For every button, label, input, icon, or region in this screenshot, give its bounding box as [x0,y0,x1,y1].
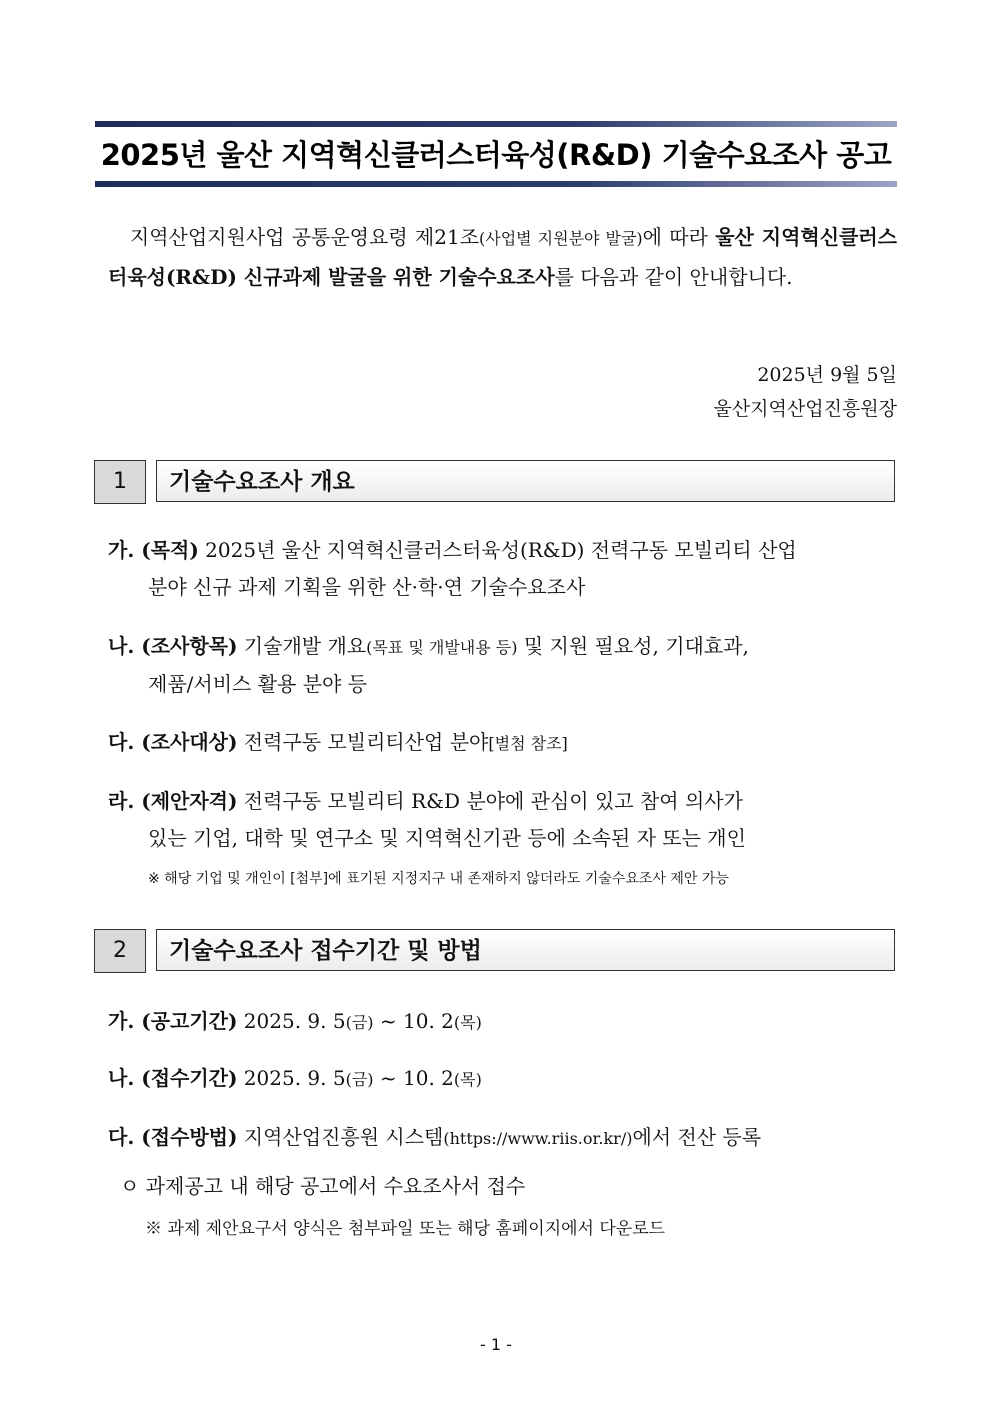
section-2-title: 기술수요조사 접수기간 및 방법 [156,929,895,971]
section-1-note: ※ 해당 기업 및 개인이 [첨부]에 표기된 지정지구 내 존재하지 않더라도 기술수요조사 제안 가능 [148,871,729,887]
item-text-2: 및 지원 필요성, 기대효과, [517,634,749,658]
item-text-small: (https://www.riis.or.kr/) [443,1129,633,1148]
item-label: 나. (접수기간) [108,1066,238,1090]
item-label: 나. (조사항목) [108,634,238,658]
intro-text-bold: 울산 지역혁신클러스터육성(R&D) 신규과제 발굴을 위한 기술수요조사 [108,225,897,289]
item-text: 전력구동 모빌리티산업 분야 [237,730,489,754]
section-2-item-3 [108,1119,897,1157]
item-label: 다. (조사대상) [108,730,238,754]
section-2-item-1 [108,1003,897,1041]
section-1-header [94,460,897,504]
item-text: 기술개발 개요 [237,634,367,658]
item-text-2: ~ 10. 2 [373,1066,454,1090]
section-1-title: 기술수요조사 개요 [156,460,895,502]
intro-text-2: 에 따라 [642,225,716,249]
intro-text-1: 지역산업지원사업 공통운영요령 제21조 [129,225,480,249]
item-text-small-2: (목) [453,1013,482,1032]
item-label: 가. (목적) [108,538,199,562]
item-label: 다. (접수방법) [108,1125,238,1149]
section-1-item-4 [108,783,897,857]
section-1-item-3 [108,724,897,762]
section-1-item-1 [108,532,897,606]
intro-paragraph [108,218,897,296]
section-2-note: ※ 과제 제안요구서 양식은 첨부파일 또는 해당 홈페이지에서 다운로드 [145,1219,666,1239]
item-text: 2025. 9. 5 [237,1066,346,1090]
page-number: - 1 - [480,1335,512,1354]
item-text-small: (금) [345,1013,374,1032]
title-bar-bottom [95,181,897,187]
section-2-bullet: ㅇ 과제공고 내 해당 공고에서 수요조사서 접수 [120,1174,526,1198]
item-continuation: 있는 기업, 대학 및 연구소 및 지역혁신기관 등에 소속된 자 또는 개인 [148,826,746,850]
item-label: 라. (제안자격) [108,789,238,813]
item-text-small: (목표 및 개발내용 등) [366,638,518,657]
item-text-small-2: (목) [453,1070,482,1089]
issue-date: 2025년 9월 5일 [757,364,897,386]
item-text: 2025년 울산 지역혁신클러스터육성(R&D) 전력구동 모빌리티 산업 [198,538,797,562]
item-text-small: (금) [345,1070,374,1089]
item-continuation: 분야 신규 과제 기획을 위한 산·학·연 기술수요조사 [148,575,586,599]
item-label: 가. (공고기간) [108,1009,238,1033]
title-block [95,121,897,187]
section-2-number: 2 [94,929,146,973]
title-bar-top [95,121,897,127]
item-continuation: 제품/서비스 활용 분야 등 [148,672,368,696]
item-text: 지역산업진흥원 시스템 [237,1125,444,1149]
item-text: 2025. 9. 5 [237,1009,346,1033]
item-text-2: ~ 10. 2 [373,1009,454,1033]
issuer: 울산지역산업진흥원장 [713,398,897,420]
document-title: 2025년 울산 지역혁신클러스터육성(R&D) 기술수요조사 공고 [100,138,892,172]
section-2-item-2 [108,1060,897,1098]
item-text: 전력구동 모빌리티 R&D 분야에 관심이 있고 참여 의사가 [237,789,743,813]
section-1-item-2 [108,628,897,703]
section-1-number: 1 [94,460,146,504]
date-block [713,358,897,426]
section-2-header [94,929,897,973]
item-text-small: [별첨 참조] [488,734,568,753]
intro-text-3: 를 다음과 같이 안내합니다. [554,265,793,289]
item-text-2: 에서 전산 등록 [632,1125,762,1149]
intro-text-small: (사업별 지원분야 발굴) [479,229,643,248]
